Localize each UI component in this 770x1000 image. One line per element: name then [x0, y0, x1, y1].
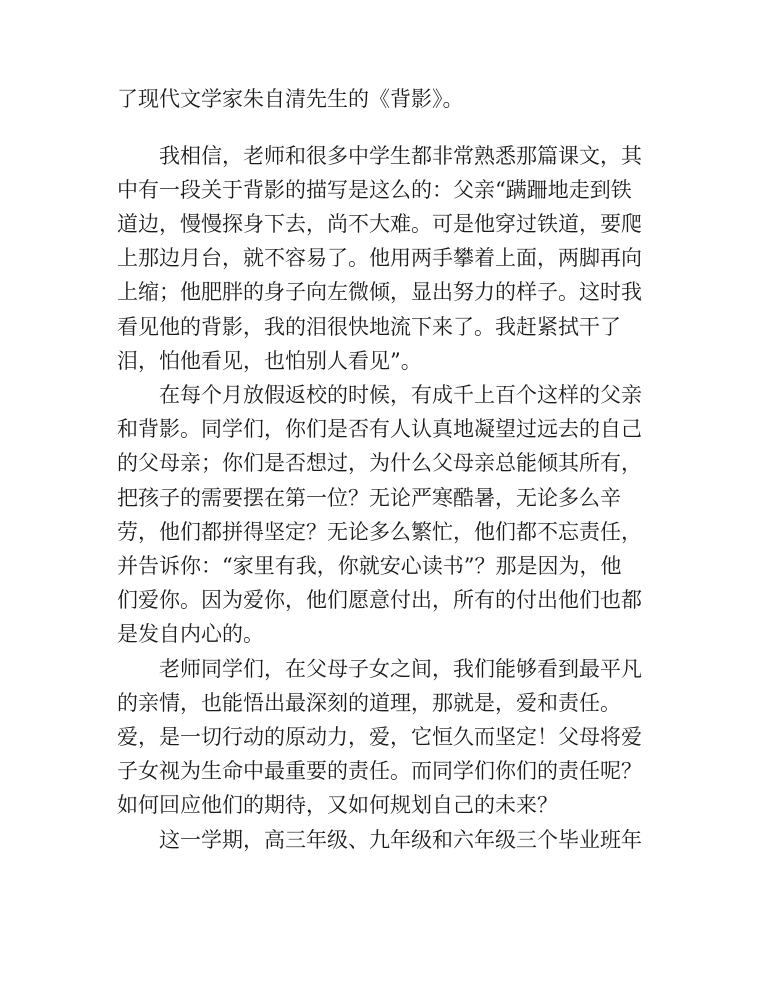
text-line: 的亲情，也能悟出最深刻的道理，那就是，爱和责任。 [117, 690, 621, 715]
text-line: 劳，他们都拼得坚定？无论多么繁忙，他们都不忘责任， [117, 519, 642, 544]
text-line: 中有一段关于背影的描写是这么的：父亲“蹒跚地走到铁 [117, 177, 632, 202]
text-line: 的父母亲；你们是否想过，为什么父母亲总能倾其所有， [117, 451, 642, 476]
text-line: 和背影。同学们，你们是否有人认真地凝望过远去的自己 [117, 417, 642, 442]
text-line: 们爱你。因为爱你，他们愿意付出，所有的付出他们也都 [117, 588, 642, 613]
text-line: 爱，是一切行动的原动力，爱，它恒久而坚定！父母将爱 [117, 724, 642, 749]
text-line: 把孩子的需要摆在第一位？无论严寒酷暑，无论多么辛 [117, 485, 621, 510]
text-line: 看见他的背影，我的泪很快地流下来了。我赶紧拭干了 [117, 314, 621, 339]
text-line: 这一学期，高三年级、九年级和六年级三个毕业班年 [159, 827, 642, 852]
text-line: 子女视为生命中最重要的责任。而同学们你们的责任呢？ [117, 759, 642, 784]
text-line: 泪，怕他看见，也怕别人看见”。 [117, 348, 422, 373]
text-line: 上那边月台，就不容易了。他用两手攀着上面，两脚再向 [117, 246, 642, 271]
text-line: 是发自内心的。 [117, 622, 264, 647]
text-line: 老师同学们，在父母子女之间，我们能够看到最平凡 [159, 656, 642, 681]
text-line: 上缩；他肥胖的身子向左微倾，显出努力的样子。这时我 [117, 280, 642, 305]
text-line: 了现代文学家朱自清先生的《背影》。 [117, 87, 464, 111]
text-line: 如何回应他们的期待，又如何规划自己的未来？ [117, 793, 558, 818]
text-line: 我相信，老师和很多中学生都非常熟悉那篇课文，其 [159, 143, 642, 168]
text-line: 在每个月放假返校的时候，有成千上百个这样的父亲 [159, 382, 642, 407]
text-line: 并告诉你：“家里有我，你就安心读书”？那是因为，他 [117, 553, 622, 578]
text-line: 道边，慢慢探身下去，尚不大难。可是他穿过铁道，要爬 [117, 211, 642, 236]
